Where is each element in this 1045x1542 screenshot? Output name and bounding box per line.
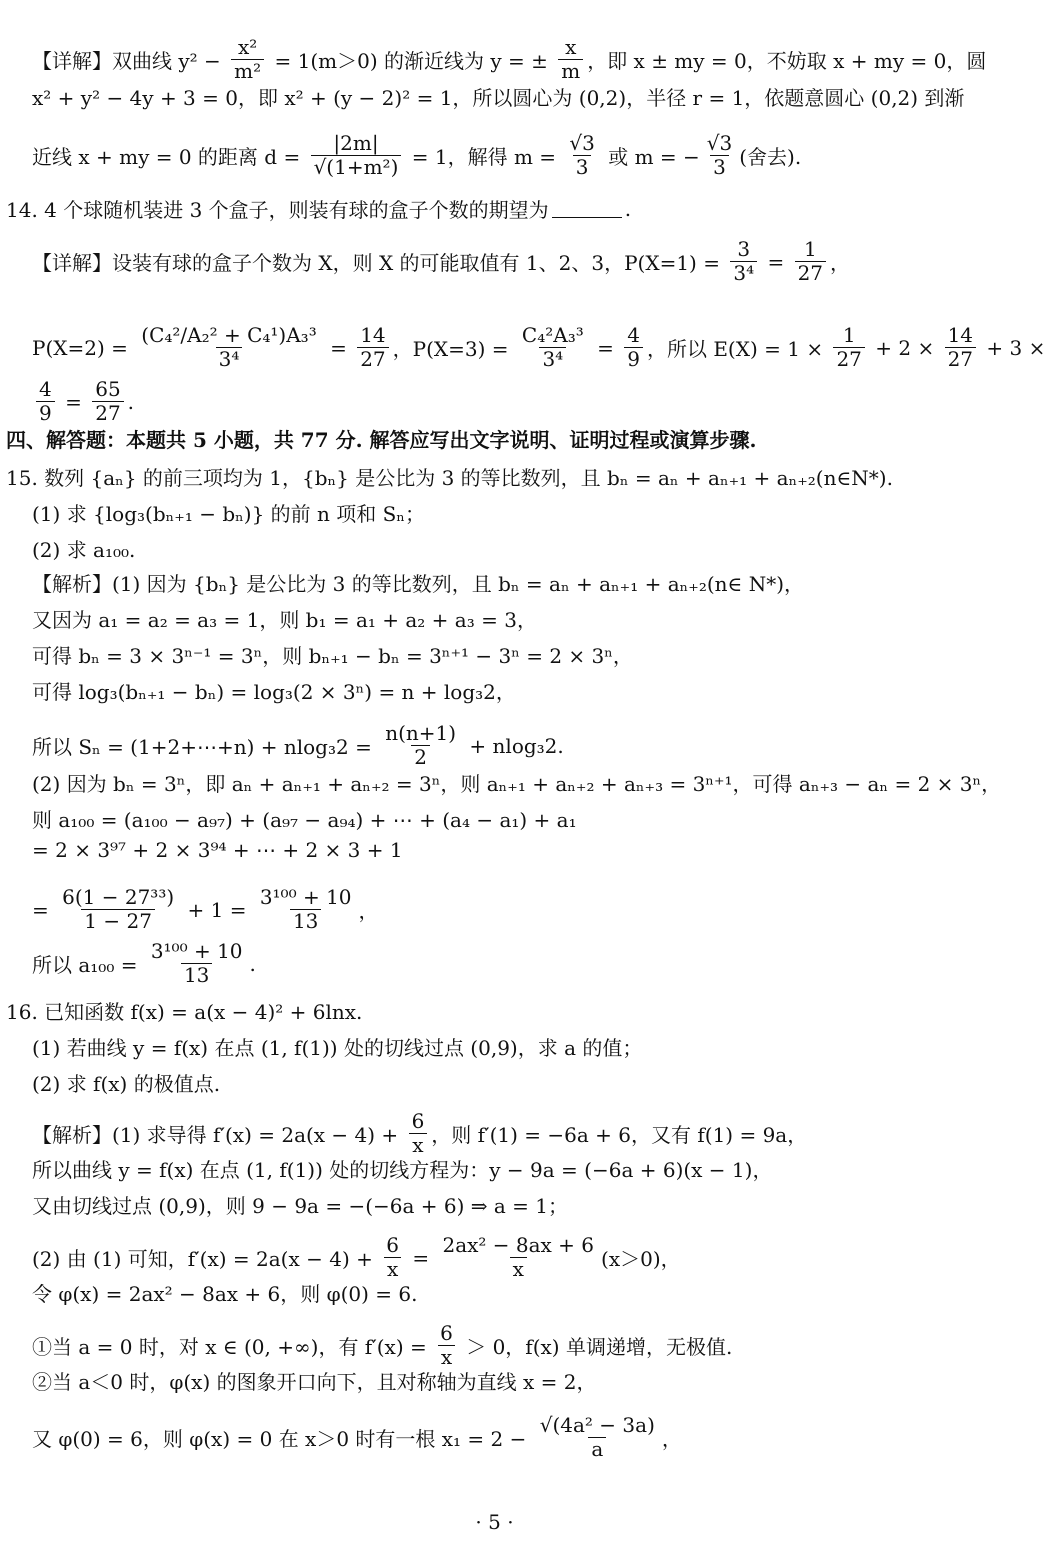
text-run: ①当 a = 0 时，对 x ∈ (0, +∞)，有 f′(x) =: [32, 1335, 434, 1359]
denominator: x: [438, 1345, 455, 1369]
text-run: ，P(X=3) =: [392, 337, 515, 361]
text-run: + 1 =: [181, 897, 253, 922]
text-line: [32, 886, 379, 933]
numerator: 4: [39, 377, 52, 401]
text-run: (舍去).: [739, 145, 802, 169]
fraction: [833, 324, 864, 371]
text-run: 所以 Sₙ = (1+2+⋯+n) + nlog₃2 =: [32, 735, 379, 759]
text-run: = 1(m＞0) 的渐近线为 y = ±: [268, 49, 555, 73]
text-run: =: [405, 1245, 436, 1270]
text-run: 近线 x + my = 0 的距离 d =: [32, 145, 307, 169]
denominator: a: [588, 1437, 606, 1461]
text-run: 或 m = −: [601, 145, 700, 169]
denominator: x: [510, 1257, 527, 1281]
numerator: x²: [238, 35, 258, 59]
text-run: 15. 数列 {aₙ} 的前三项均为 1，{bₙ} 是公比为 3 的等比数列，且 bₙ = aₙ + aₙ₊₁ + aₙ₊₂(n∈N*).: [6, 466, 893, 490]
text-run: ，: [661, 1427, 682, 1451]
text-run: 可得 log₃(bₙ₊₁ − bₙ) = log₃(2 × 3ⁿ) = n + log₃2，: [32, 680, 516, 704]
text-line: [32, 1278, 418, 1307]
text-run: 又由切线过点 (0,9)，则 9 − 9a = −(−6a + 6) ⇒ a = 1；: [32, 1194, 569, 1218]
text-run: = 1，解得 m =: [405, 145, 563, 169]
text-line: [32, 568, 804, 597]
text-run: 所以曲线 y = f(x) 在点 (1, f(1)) 处的切线方程为：y − 9a = (−6a + 6)(x − 1)，: [32, 1158, 773, 1182]
text-line: [32, 640, 633, 669]
denominator: x: [409, 1133, 426, 1157]
text-run: (2) 由 (1) 可知，f′(x) = 2a(x − 4) +: [32, 1247, 380, 1271]
text-run: 令 φ(x) = 2ax² − 8ax + 6，则 φ(0) = 6.: [32, 1282, 418, 1306]
denominator: 13: [181, 963, 212, 987]
text-line: [32, 1414, 682, 1461]
text-line: [32, 604, 537, 633]
text-line: [32, 768, 1001, 797]
denominator: x: [384, 1257, 401, 1281]
numerator: 3: [737, 237, 751, 261]
denominator: 13: [290, 909, 321, 933]
fraction: [439, 1234, 597, 1281]
numerator: √3: [569, 131, 595, 155]
numerator: x: [565, 35, 577, 59]
text-run: 可得 bₙ = 3 × 3ⁿ⁻¹ = 3ⁿ，则 bₙ₊₁ − bₙ = 3ⁿ⁺¹ − 3ⁿ = 2 × 3ⁿ，: [32, 644, 633, 668]
denominator: √(1+m²): [311, 155, 402, 179]
numerator: 2ax² − 8ax + 6: [442, 1233, 595, 1257]
text-run: = 2 × 3⁹⁷ + 2 × 3⁹⁴ + ⋯ + 2 × 3 + 1: [32, 838, 403, 862]
numerator: √(4a² − 3a): [539, 1413, 655, 1437]
fraction: [437, 1322, 456, 1369]
text-run: =: [323, 335, 354, 360]
denominator: 3⁴: [216, 347, 243, 371]
text-line: [6, 462, 893, 491]
text-run: =: [590, 335, 621, 360]
fraction: [945, 324, 976, 371]
denominator: m²: [231, 59, 264, 83]
denominator: 3⁴: [730, 261, 757, 285]
fraction: [730, 238, 757, 285]
fraction: [257, 886, 355, 933]
page-number: · 5 ·: [475, 1510, 514, 1534]
fraction: [704, 132, 735, 179]
text-run: (x＞0)，: [601, 1247, 681, 1271]
denominator: 2: [411, 745, 430, 769]
denominator: 3: [573, 155, 592, 179]
text-line: [32, 1234, 681, 1281]
numerator: 3¹⁰⁰ + 10: [259, 885, 352, 909]
text-run: x² + y² − 4y + 3 = 0，即 x² + (y − 2)² = 1，所以圆心为 (0,2)，半径 r = 1，依题意圆心 (0,2) 到渐: [32, 86, 965, 110]
text-run: ，则 f′(1) = −6a + 6，又有 f(1) = 9a，: [431, 1123, 808, 1147]
denominator: 27: [795, 261, 826, 285]
text-run: 【解析】(1) 求导得 f′(x) = 2a(x − 4) +: [32, 1123, 405, 1147]
denominator: 27: [945, 347, 976, 371]
text-run: ，: [830, 251, 851, 275]
text-run: 又因为 a₁ = a₂ = a₃ = 1，则 b₁ = a₁ + a₂ + a₃ = 3，: [32, 608, 537, 632]
fraction: [383, 1234, 402, 1281]
text-line: [32, 676, 516, 705]
numerator: 4: [627, 323, 640, 347]
denominator: m: [558, 59, 583, 83]
denominator: 9: [624, 347, 643, 371]
text-run: 四、解答题：本题共 5 小题，共 77 分. 解答应写出文字说明、证明过程或演算步骤.: [6, 428, 757, 452]
fraction: [558, 36, 583, 83]
text-run: ，即 x ± my = 0，不妨取 x + my = 0，圆: [587, 49, 987, 73]
numerator: n(n+1): [385, 721, 457, 745]
numerator: 65: [95, 377, 121, 401]
numerator: C₄²A₃³: [521, 323, 584, 347]
text-run: 16. 已知函数 f(x) = a(x − 4)² + 6lnx.: [6, 1000, 363, 1024]
text-line: [32, 1032, 642, 1061]
text-line: [32, 1366, 596, 1395]
text-run: =: [32, 897, 56, 922]
text-line: [32, 132, 801, 179]
text-line: [32, 324, 1045, 371]
text-run: 【详解】设装有球的盒子个数为 X，则 X 的可能取值有 1、2、3，P(X=1) =: [32, 251, 727, 275]
numerator: 6: [411, 1109, 425, 1133]
fraction: [382, 722, 459, 769]
text-run: =: [58, 389, 89, 414]
fraction: [59, 886, 177, 933]
fraction: [537, 1414, 658, 1461]
text-line: [32, 82, 964, 111]
fraction: [566, 132, 597, 179]
text-run: 【详解】双曲线 y² −: [32, 49, 228, 73]
text-line: [32, 1154, 772, 1183]
text-run: (2) 求 a₁₀₀.: [32, 538, 136, 562]
text-run: (2) 因为 bₙ = 3ⁿ，即 aₙ + aₙ₊₁ + aₙ₊₂ = 3ⁿ，则 aₙ₊₁ + aₙ₊₂ + aₙ₊₃ = 3ⁿ⁺¹，可得 aₙ₊₃ − aₙ = 2 × 3ⁿ，: [32, 772, 1002, 796]
fraction: [311, 132, 402, 179]
text-line: [32, 378, 134, 425]
numerator: (C₄²/A₂² + C₄¹)A₃³: [141, 323, 317, 347]
fraction: [409, 1110, 428, 1157]
text-line: [32, 36, 986, 83]
denominator: 27: [833, 347, 864, 371]
text-run: ，: [358, 899, 379, 923]
fraction: [357, 324, 388, 371]
text-run: + 2 ×: [868, 335, 941, 360]
text-run: (1) 求 {log₃(bₙ₊₁ − bₙ)} 的前 n 项和 Sₙ；: [32, 502, 425, 526]
answer-blank: [552, 199, 622, 218]
numerator: 6: [386, 1233, 399, 1257]
text-run: ，所以 E(X) = 1 ×: [646, 337, 830, 361]
fraction: [92, 378, 123, 425]
text-line: [32, 1110, 807, 1157]
text-run: (1) 若曲线 y = f(x) 在点 (1, f(1)) 处的切线过点 (0,9)，求 a 的值；: [32, 1036, 643, 1060]
text-line: [32, 498, 425, 527]
text-run: P(X=2) =: [32, 335, 135, 360]
text-run: ＞ 0，f(x) 单调递增，无极值.: [459, 1335, 733, 1359]
text-line: [6, 424, 757, 453]
text-line: [32, 1190, 568, 1219]
text-line: [6, 194, 631, 223]
text-run: 所以 a₁₀₀ =: [32, 953, 144, 977]
fraction: [795, 238, 826, 285]
text-line: [32, 838, 403, 862]
fraction: [231, 36, 264, 83]
text-line: [6, 996, 362, 1025]
numerator: 14: [947, 323, 974, 347]
text-line: [32, 940, 256, 987]
denominator: 9: [36, 401, 55, 425]
numerator: 6: [440, 1321, 453, 1345]
text-run: .: [249, 951, 256, 976]
fraction: [148, 940, 246, 987]
denominator: 3⁴: [539, 347, 566, 371]
denominator: 1 − 27: [81, 909, 155, 933]
text-run: .: [624, 196, 632, 221]
text-line: [32, 1322, 732, 1369]
numerator: |2m|: [333, 131, 379, 155]
denominator: 27: [92, 401, 123, 425]
numerator: 14: [360, 323, 386, 347]
fraction: [624, 324, 643, 371]
numerator: 1: [842, 323, 856, 347]
text-run: 【解析】(1) 因为 {bₙ} 是公比为 3 的等比数列，且 bₙ = aₙ + aₙ₊₁ + aₙ₊₂(n∈ N*)，: [32, 572, 805, 596]
text-run: .: [127, 389, 135, 414]
text-run: 又 φ(0) = 6，则 φ(x) = 0 在 x＞0 时有一根 x₁ = 2 −: [32, 1427, 533, 1451]
text-run: =: [761, 249, 791, 274]
text-line: [32, 238, 850, 285]
fraction: [138, 324, 319, 371]
text-run: ②当 a＜0 时，φ(x) 的图象开口向下，且对称轴为直线 x = 2，: [32, 1370, 597, 1394]
text-line: [32, 804, 577, 833]
numerator: 3¹⁰⁰ + 10: [150, 939, 243, 963]
denominator: 3: [710, 155, 729, 179]
text-line: [32, 722, 564, 769]
numerator: 1: [803, 237, 817, 261]
text-run: + nlog₃2.: [463, 733, 564, 758]
fraction: [519, 324, 587, 371]
text-line: [32, 534, 135, 563]
text-run: (2) 求 f(x) 的极值点.: [32, 1072, 221, 1096]
denominator: 27: [357, 347, 388, 371]
text-line: [32, 1068, 220, 1097]
text-run: 则 a₁₀₀ = (a₁₀₀ − a₉₇) + (a₉₇ − a₉₄) + ⋯ + (a₄ − a₁) + a₁: [32, 808, 577, 832]
text-run: 14. 4 个球随机装进 3 个盒子，则装有球的盒子个数的期望为: [6, 198, 549, 222]
numerator: 6(1 − 27³³): [62, 885, 175, 909]
numerator: √3: [706, 131, 733, 155]
text-run: + 3 ×: [980, 335, 1045, 360]
fraction: [36, 378, 55, 425]
